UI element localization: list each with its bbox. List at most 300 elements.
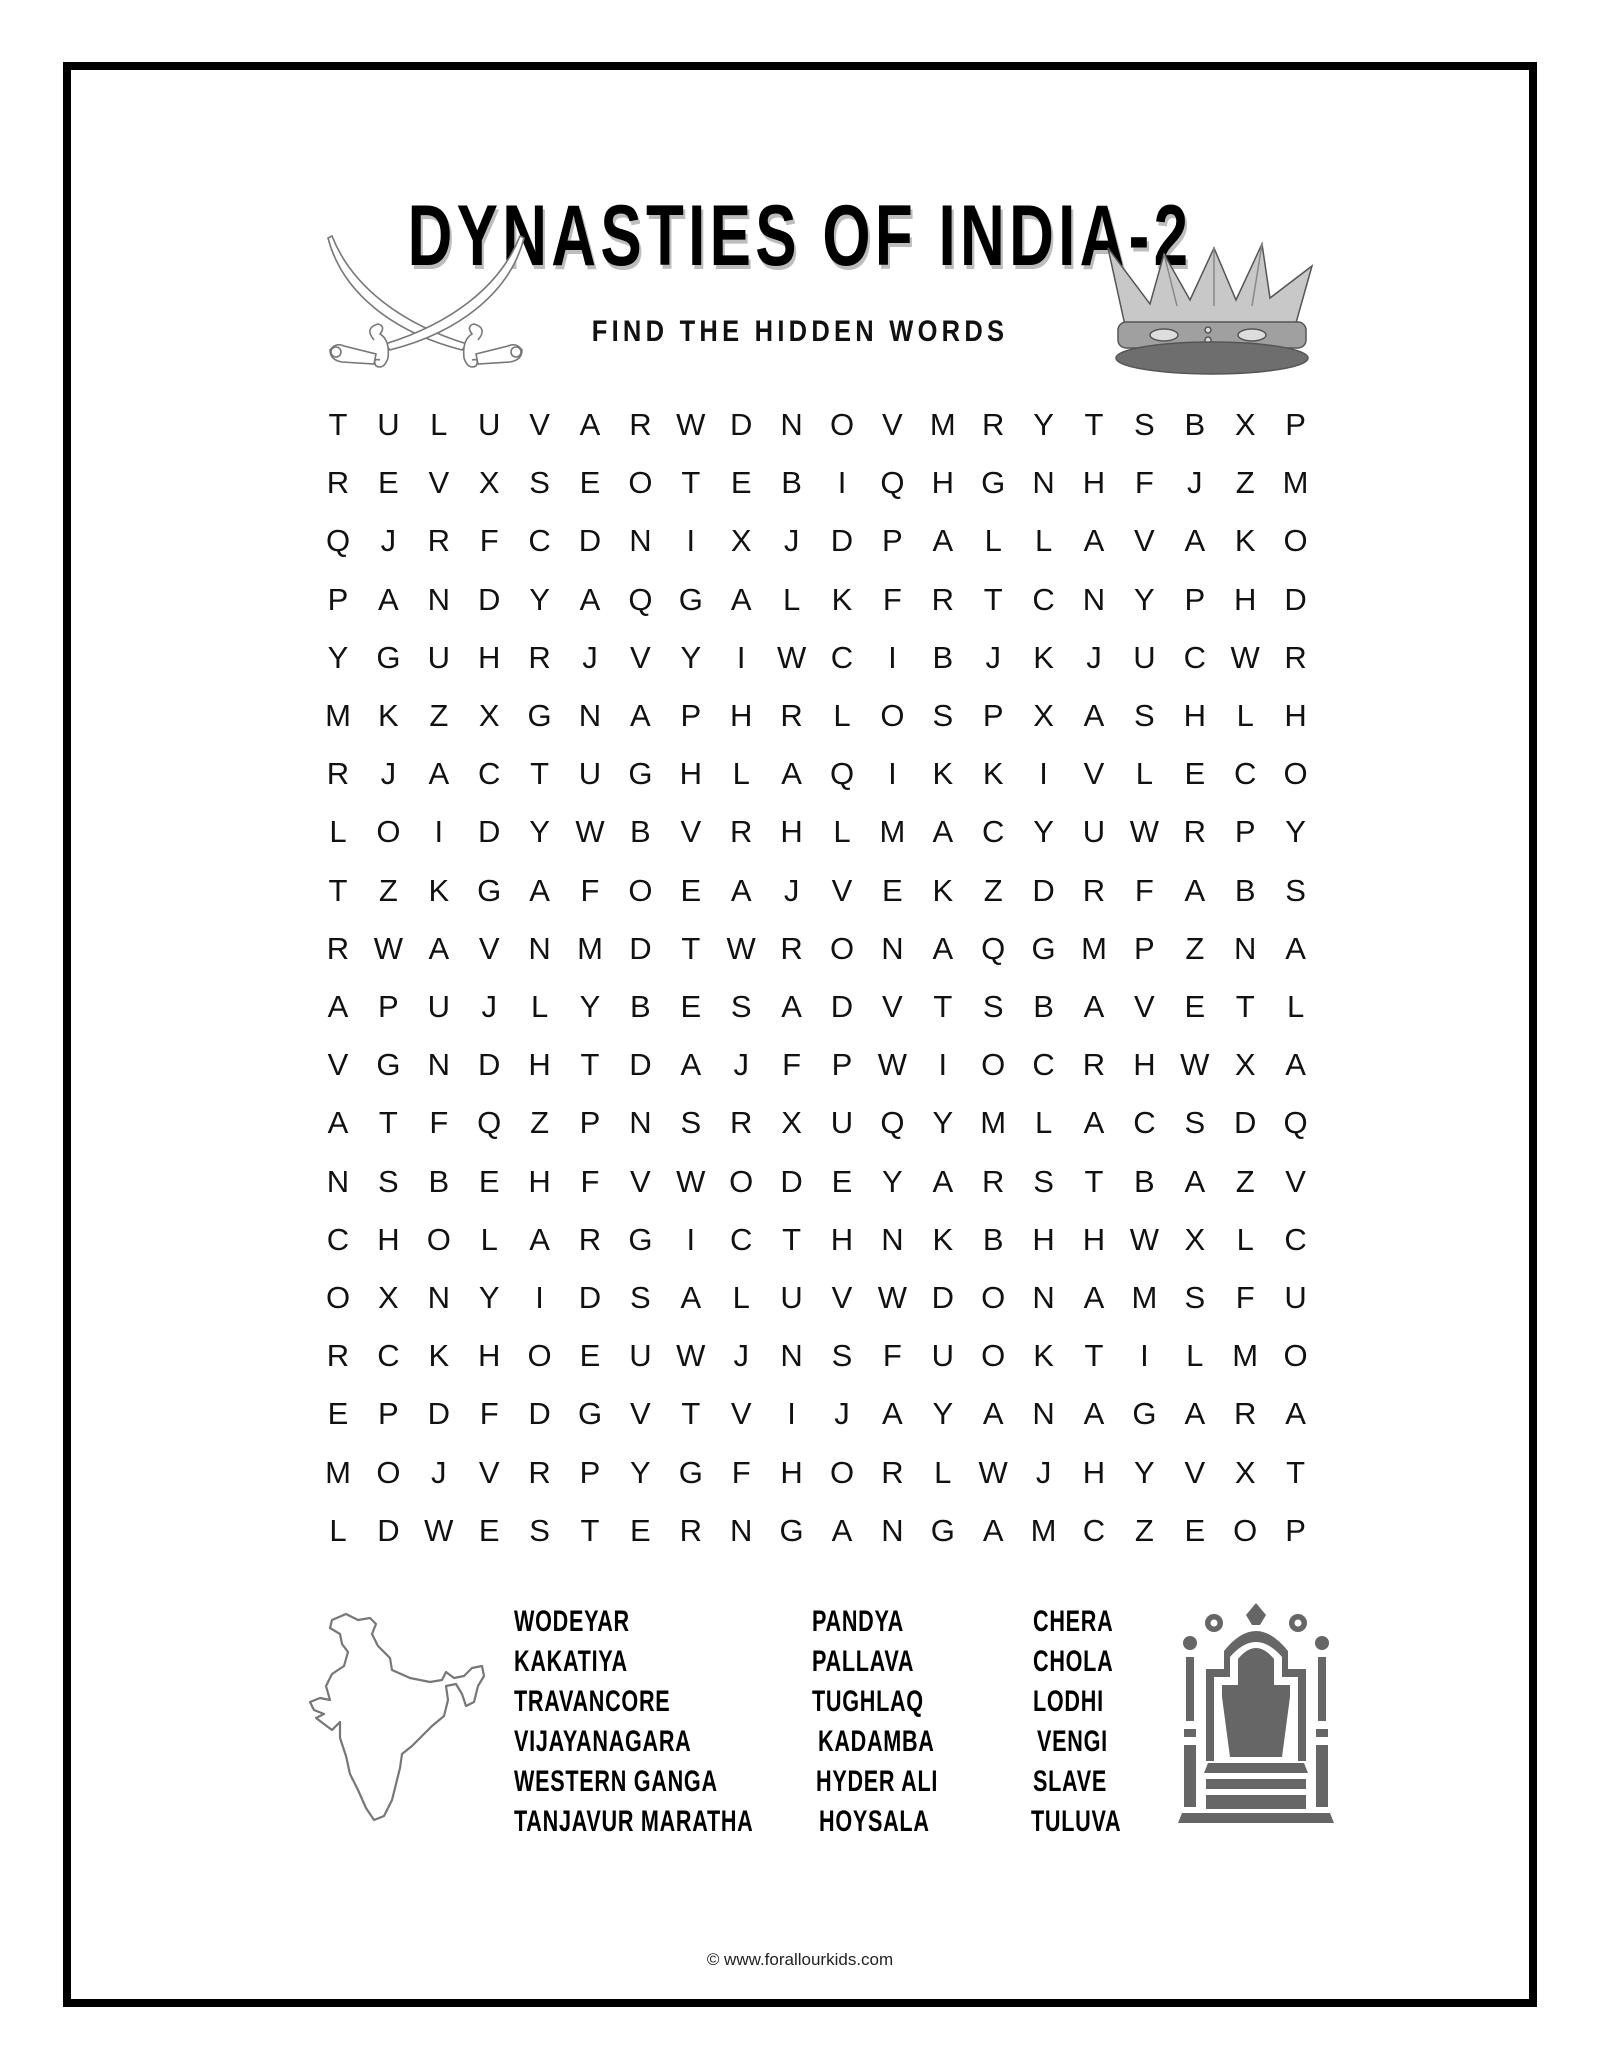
grid-letter[interactable]: L [833,814,851,850]
grid-letter[interactable]: K [1033,1338,1054,1374]
grid-letter[interactable]: D [629,930,652,966]
grid-letter[interactable]: X [1234,1047,1256,1083]
grid-letter[interactable]: K [428,1338,450,1374]
grid-letter[interactable]: Y [478,1280,500,1315]
grid-letter[interactable]: O [981,1280,1006,1315]
grid-letter[interactable]: U [1284,1280,1307,1315]
grid-letter[interactable]: W [1180,1047,1210,1083]
grid-letter[interactable]: Z [1134,1512,1154,1548]
grid-letter[interactable]: H [528,1163,551,1199]
grid-letter[interactable]: W [877,1280,908,1315]
grid-letter[interactable]: A [932,1163,954,1199]
grid-letter[interactable]: G [1031,930,1056,966]
grid-letter[interactable]: R [780,698,803,733]
grid-letter[interactable]: Z [1235,465,1255,501]
grid-letter[interactable]: W [726,930,756,966]
grid-letter[interactable]: Q [628,581,653,617]
grid-letter[interactable]: G [981,465,1006,501]
grid-letter[interactable]: B [1033,989,1054,1024]
grid-letter[interactable]: R [1233,1396,1257,1432]
grid-letter[interactable]: W [776,639,807,675]
grid-letter[interactable]: E [1184,1512,1206,1548]
grid-letter[interactable]: N [1233,930,1257,966]
grid-letter[interactable]: H [1082,1221,1106,1257]
grid-letter[interactable]: D [830,523,854,559]
grid-letter[interactable]: A [1184,872,1206,908]
grid-letter[interactable]: L [984,523,1002,559]
grid-letter[interactable]: H [1082,1454,1106,1490]
grid-letter[interactable]: V [630,639,651,675]
grid-letter[interactable]: B [1184,407,1206,442]
grid-letter[interactable]: A [932,930,954,966]
grid-letter[interactable]: T [782,1221,802,1257]
grid-letter[interactable]: G [628,1221,653,1257]
grid-letter[interactable]: P [378,1396,399,1432]
grid-letter[interactable]: A [428,930,450,966]
grid-letter[interactable]: U [578,756,602,792]
grid-letter[interactable]: A [1184,523,1206,559]
grid-letter[interactable]: R [729,814,753,850]
grid-letter[interactable]: G [930,1512,955,1548]
grid-letter[interactable]: X [730,523,752,559]
grid-letter[interactable]: T [378,1105,398,1141]
grid-letter[interactable]: A [831,1512,853,1548]
grid-letter[interactable]: N [780,1338,803,1374]
grid-letter[interactable]: L [1034,523,1053,559]
grid-letter[interactable]: A [630,698,651,733]
grid-letter[interactable]: S [1285,872,1306,908]
grid-letter[interactable]: H [1032,1221,1055,1257]
grid-letter[interactable]: S [1033,1163,1054,1199]
grid-letter[interactable]: I [1140,1338,1149,1374]
grid-letter[interactable]: D [578,523,602,559]
grid-letter[interactable]: F [882,1338,902,1374]
grid-letter[interactable]: L [934,1454,952,1490]
grid-letter[interactable]: S [529,465,550,501]
grid-letter[interactable]: I [434,814,444,850]
grid-letter[interactable]: A [781,756,802,792]
grid-letter[interactable]: O [1233,1512,1258,1548]
grid-letter[interactable]: R [1082,1047,1106,1083]
grid-letter[interactable]: G [376,1047,401,1083]
grid-letter[interactable]: P [1134,930,1155,966]
grid-letter[interactable]: A [378,581,399,617]
grid-letter[interactable]: C [528,523,551,559]
grid-letter[interactable]: T [1084,1338,1104,1374]
grid-letter[interactable]: U [377,407,400,442]
grid-letter[interactable]: F [1235,1280,1255,1315]
grid-letter[interactable]: A [1184,1396,1206,1432]
grid-letter[interactable]: D [427,1396,450,1432]
grid-letter[interactable]: Y [529,814,550,850]
grid-letter[interactable]: I [535,1280,544,1315]
grid-letter[interactable]: Q [325,523,351,559]
grid-letter[interactable]: J [985,639,1001,675]
grid-letter[interactable]: R [427,523,450,559]
grid-letter[interactable]: B [630,989,651,1024]
grid-letter[interactable]: G [678,581,703,617]
grid-letter[interactable]: A [1184,1163,1206,1199]
grid-letter[interactable]: S [982,989,1004,1024]
grid-letter[interactable]: L [1034,1105,1053,1141]
grid-letter[interactable]: V [327,1047,349,1083]
grid-letter[interactable]: R [1183,814,1206,850]
grid-letter[interactable]: I [837,465,847,501]
grid-letter[interactable]: F [1134,465,1154,501]
grid-letter[interactable]: M [980,1105,1007,1141]
grid-letter[interactable]: G [628,756,653,792]
grid-letter[interactable]: A [781,989,802,1024]
grid-letter[interactable]: S [1184,1105,1206,1141]
grid-letter[interactable]: V [1134,989,1155,1024]
grid-letter[interactable]: G [577,1396,603,1432]
grid-letter[interactable]: R [679,1512,702,1548]
grid-letter[interactable]: A [730,581,752,617]
grid-letter[interactable]: T [328,407,348,442]
grid-letter[interactable]: S [730,989,752,1024]
grid-letter[interactable]: K [1234,523,1256,559]
grid-letter[interactable]: Z [378,872,398,908]
grid-letter[interactable]: E [378,465,399,501]
grid-letter[interactable]: D [780,1163,803,1199]
grid-letter[interactable]: O [829,407,855,442]
grid-letter[interactable]: T [580,1047,600,1083]
grid-letter[interactable]: C [1183,639,1206,675]
grid-letter[interactable]: F [731,1454,751,1490]
grid-letter[interactable]: F [782,1047,802,1083]
grid-letter[interactable]: C [1032,1047,1055,1083]
grid-letter[interactable]: V [882,989,903,1024]
grid-letter[interactable]: H [780,814,803,850]
grid-letter[interactable]: A [1285,930,1306,966]
grid-letter[interactable]: D [528,1396,551,1432]
grid-letter[interactable]: R [326,1338,350,1374]
grid-letter[interactable]: W [676,1163,706,1199]
grid-letter[interactable]: P [882,523,903,559]
grid-letter[interactable]: N [1032,1280,1055,1315]
grid-letter[interactable]: V [730,1396,752,1432]
grid-letter[interactable]: D [377,1512,400,1548]
grid-letter[interactable]: C [830,639,854,675]
grid-letter[interactable]: L [782,581,801,617]
grid-letter[interactable]: G [678,1454,703,1490]
grid-letter[interactable]: A [1083,1280,1105,1315]
grid-letter[interactable]: E [730,465,752,501]
grid-letter[interactable]: W [424,1512,454,1548]
grid-letter[interactable]: I [1039,756,1048,792]
grid-letter[interactable]: D [1284,581,1307,617]
grid-letter[interactable]: W [676,407,706,442]
grid-letter[interactable]: P [579,1454,601,1490]
grid-letter[interactable]: B [1134,1163,1155,1199]
grid-letter[interactable]: S [378,1163,399,1199]
grid-letter[interactable]: Q [981,930,1006,966]
grid-letter[interactable]: P [680,698,702,733]
grid-letter[interactable]: M [577,930,603,966]
grid-letter[interactable]: A [327,989,349,1024]
grid-letter[interactable]: G [376,639,401,675]
grid-letter[interactable]: C [1032,581,1055,617]
grid-letter[interactable]: U [1082,814,1106,850]
grid-letter[interactable]: W [676,1338,706,1374]
grid-letter[interactable]: D [830,989,854,1024]
grid-letter[interactable]: H [528,1047,551,1083]
grid-letter[interactable]: X [1234,1454,1256,1490]
grid-letter[interactable]: X [1234,407,1256,442]
grid-letter[interactable]: X [478,465,500,501]
grid-letter[interactable]: Y [1033,407,1054,442]
grid-letter[interactable]: L [1236,1221,1254,1257]
grid-letter[interactable]: N [629,1105,652,1141]
grid-letter[interactable]: X [781,1105,802,1141]
grid-letter[interactable]: U [477,407,501,442]
grid-letter[interactable]: A [327,1105,349,1141]
grid-letter[interactable]: O [1283,523,1308,559]
grid-letter[interactable]: S [831,1338,853,1374]
grid-letter[interactable]: D [1233,1105,1257,1141]
grid-letter[interactable]: P [1285,407,1306,442]
grid-letter[interactable]: P [327,581,349,617]
grid-letter[interactable]: Y [1134,1454,1155,1490]
grid-letter[interactable]: L [1135,756,1154,792]
grid-letter[interactable]: O [628,465,653,501]
grid-letter[interactable]: Z [1185,930,1205,966]
grid-letter[interactable]: Y [1285,814,1306,850]
grid-letter[interactable]: R [326,930,350,966]
grid-letter[interactable]: C [1284,1221,1307,1257]
grid-letter[interactable]: J [380,756,397,792]
grid-letter[interactable]: X [1184,1221,1206,1257]
grid-letter[interactable]: L [1286,989,1305,1024]
grid-letter[interactable]: V [1184,1454,1206,1490]
grid-letter[interactable]: X [478,698,500,733]
grid-letter[interactable]: C [1233,756,1257,792]
grid-letter[interactable]: H [729,698,753,733]
grid-letter[interactable]: W [1129,1221,1160,1257]
grid-letter[interactable]: S [630,1280,651,1315]
grid-letter[interactable]: O [981,1047,1006,1083]
grid-letter[interactable]: I [686,1221,696,1257]
grid-letter[interactable]: S [529,1512,550,1548]
grid-letter[interactable]: L [480,1221,498,1257]
grid-letter[interactable]: C [1133,1105,1156,1141]
grid-letter[interactable]: C [981,814,1005,850]
grid-letter[interactable]: O [880,698,905,733]
grid-letter[interactable]: W [1230,639,1260,675]
grid-letter[interactable]: A [428,756,450,792]
grid-letter[interactable]: T [1084,407,1104,442]
grid-letter[interactable]: A [680,1280,702,1315]
grid-letter[interactable]: S [1134,698,1155,733]
grid-letter[interactable]: W [575,814,605,850]
grid-letter[interactable]: Y [932,1396,954,1432]
grid-letter[interactable]: E [478,1512,500,1548]
grid-letter[interactable]: O [376,1454,401,1490]
grid-letter[interactable]: T [580,1512,600,1548]
grid-letter[interactable]: R [528,1454,551,1490]
grid-letter[interactable]: N [427,581,450,617]
grid-letter[interactable]: L [732,756,750,792]
grid-letter[interactable]: N [528,930,551,966]
grid-letter[interactable]: V [831,1280,853,1315]
grid-letter[interactable]: J [582,639,598,675]
grid-letter[interactable]: J [733,1047,749,1083]
grid-letter[interactable]: S [1184,1280,1206,1315]
grid-letter[interactable]: V [630,1163,651,1199]
grid-letter[interactable]: O [829,930,855,966]
grid-letter[interactable]: E [882,872,903,908]
grid-letter[interactable]: V [882,407,903,442]
grid-letter[interactable]: A [529,872,550,908]
grid-letter[interactable]: Y [327,639,349,675]
grid-letter[interactable]: H [377,1221,400,1257]
grid-letter[interactable]: E [630,1512,651,1548]
grid-letter[interactable]: L [329,1512,347,1548]
grid-letter[interactable]: G [477,872,502,908]
grid-letter[interactable]: Q [880,465,905,501]
grid-letter[interactable]: H [1082,465,1106,501]
grid-letter[interactable]: Y [630,1454,651,1490]
grid-letter[interactable]: P [1234,814,1256,850]
grid-letter[interactable]: K [831,581,853,617]
grid-letter[interactable]: A [982,1396,1004,1432]
grid-letter[interactable]: P [1285,1512,1306,1548]
grid-letter[interactable]: Y [579,989,601,1024]
grid-letter[interactable]: L [1236,698,1254,733]
grid-letter[interactable]: D [578,1280,602,1315]
grid-letter[interactable]: I [888,639,897,675]
grid-letter[interactable]: B [1234,872,1256,908]
grid-letter[interactable]: O [426,1221,451,1257]
grid-letter[interactable]: P [982,698,1004,733]
grid-letter[interactable]: E [579,465,601,501]
grid-letter[interactable]: G [527,698,552,733]
grid-letter[interactable]: N [427,1280,450,1315]
grid-letter[interactable]: V [478,930,500,966]
grid-letter[interactable]: H [780,1454,803,1490]
grid-letter[interactable]: J [431,1454,447,1490]
grid-letter[interactable]: M [929,407,956,442]
grid-letter[interactable]: R [1284,639,1307,675]
grid-letter[interactable]: H [1284,698,1307,733]
grid-letter[interactable]: L [329,814,347,850]
grid-letter[interactable]: T [681,930,701,966]
grid-letter[interactable]: V [1285,1163,1306,1199]
grid-letter[interactable]: V [529,407,550,442]
grid-letter[interactable]: A [1083,523,1105,559]
grid-letter[interactable]: T [681,465,701,501]
grid-letter[interactable]: I [787,1396,796,1432]
grid-letter[interactable]: Z [429,698,449,733]
grid-letter[interactable]: B [428,1163,450,1199]
grid-letter[interactable]: H [679,756,702,792]
grid-letter[interactable]: M [879,814,906,850]
grid-letter[interactable]: M [1282,465,1309,501]
grid-letter[interactable]: E [478,1163,500,1199]
grid-letter[interactable]: N [326,1163,350,1199]
grid-letter[interactable]: J [783,872,800,908]
grid-letter[interactable]: M [325,1454,351,1490]
grid-letter[interactable]: C [1082,1512,1106,1548]
grid-letter[interactable]: D [477,1047,501,1083]
grid-letter[interactable]: A [1083,1396,1105,1432]
grid-letter[interactable]: N [881,1512,904,1548]
grid-letter[interactable]: T [530,756,550,792]
grid-letter[interactable]: J [834,1396,850,1432]
grid-letter[interactable]: F [479,1396,499,1432]
grid-letter[interactable]: Q [1283,1105,1308,1141]
grid-letter[interactable]: Y [932,1105,954,1141]
grid-letter[interactable]: F [429,1105,449,1141]
grid-letter[interactable]: A [579,581,601,617]
grid-letter[interactable]: U [427,989,450,1024]
grid-letter[interactable]: I [888,756,897,792]
grid-letter[interactable]: K [982,756,1004,792]
grid-letter[interactable]: H [830,1221,854,1257]
grid-letter[interactable]: I [686,523,696,559]
grid-letter[interactable]: D [629,1047,652,1083]
grid-letter[interactable]: J [481,989,497,1024]
grid-letter[interactable]: T [1286,1454,1306,1490]
grid-letter[interactable]: J [1086,639,1102,675]
grid-letter[interactable]: O [527,1338,552,1374]
grid-letter[interactable]: N [629,523,652,559]
grid-letter[interactable]: H [1133,1047,1156,1083]
grid-letter[interactable]: L [430,407,448,442]
grid-letter[interactable]: H [931,465,954,501]
grid-letter[interactable]: A [982,1512,1004,1548]
grid-letter[interactable]: J [783,523,800,559]
grid-letter[interactable]: A [1285,1396,1306,1432]
grid-letter[interactable]: A [730,872,752,908]
grid-letter[interactable]: L [732,1280,750,1315]
grid-letter[interactable]: Y [1033,814,1054,850]
grid-letter[interactable]: U [830,1105,854,1141]
grid-letter[interactable]: H [477,639,501,675]
grid-letter[interactable]: O [628,872,653,908]
grid-letter[interactable]: N [729,1512,753,1548]
grid-letter[interactable]: M [1131,1280,1158,1315]
grid-letter[interactable]: O [829,1454,855,1490]
grid-letter[interactable]: B [781,465,802,501]
grid-letter[interactable]: R [931,581,954,617]
grid-letter[interactable]: P [831,1047,853,1083]
grid-letter[interactable]: R [881,1454,904,1490]
grid-letter[interactable]: N [1032,465,1055,501]
grid-letter[interactable]: V [831,872,853,908]
grid-letter[interactable]: Q [880,1105,905,1141]
grid-letter[interactable]: E [1184,756,1206,792]
grid-letter[interactable]: W [1129,814,1160,850]
grid-letter[interactable]: Y [882,1163,903,1199]
grid-letter[interactable]: F [882,581,902,617]
grid-letter[interactable]: O [981,1338,1006,1374]
grid-letter[interactable]: U [629,1338,652,1374]
grid-letter[interactable]: G [1132,1396,1157,1432]
grid-letter[interactable]: U [1133,639,1156,675]
grid-letter[interactable]: R [981,407,1005,442]
grid-letter[interactable]: V [478,1454,500,1490]
grid-letter[interactable]: Y [680,639,702,675]
grid-letter[interactable]: R [729,1105,753,1141]
grid-letter[interactable]: S [680,1105,702,1141]
grid-letter[interactable]: J [733,1338,749,1374]
grid-letter[interactable]: H [1233,581,1257,617]
grid-letter[interactable]: K [932,1221,954,1257]
grid-letter[interactable]: T [1084,1163,1104,1199]
grid-letter[interactable]: I [736,639,746,675]
grid-letter[interactable]: F [1134,872,1154,908]
